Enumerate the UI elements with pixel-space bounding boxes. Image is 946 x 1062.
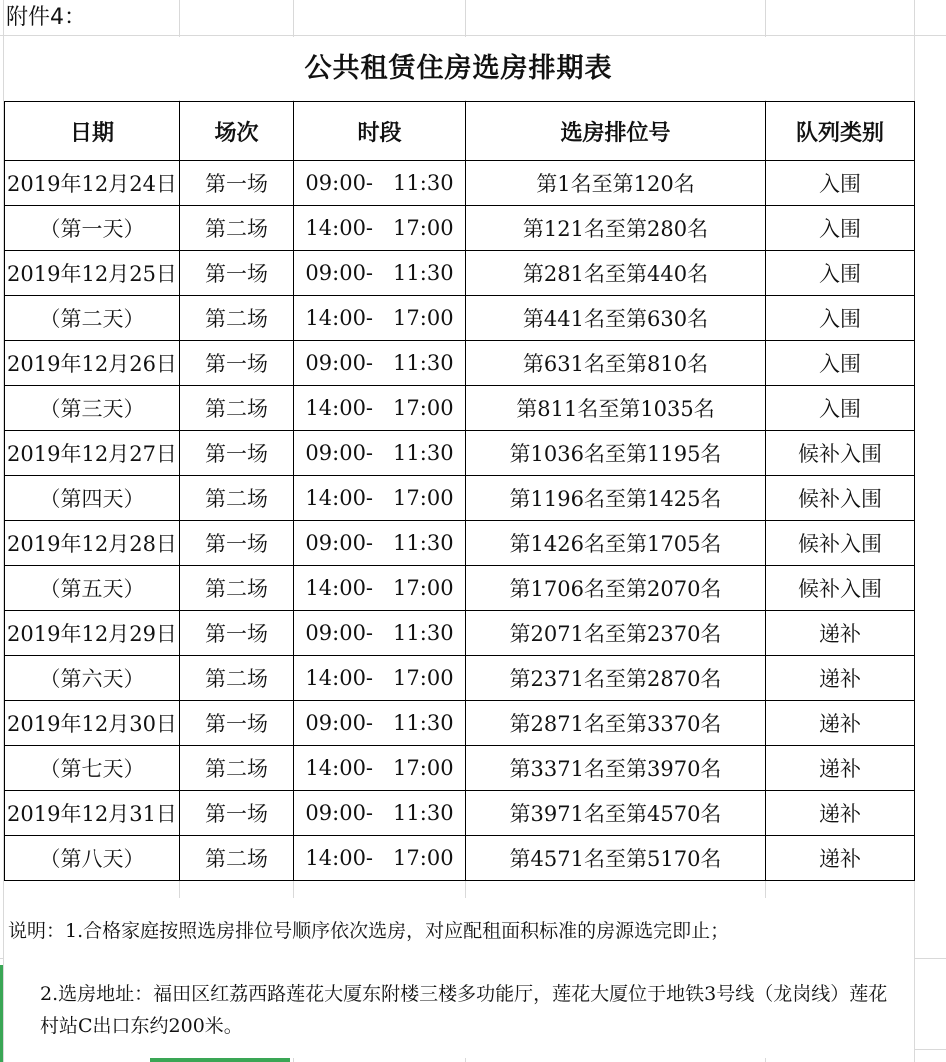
cell-session: 第二场 [180,296,294,341]
cell-rank-range: 第1426名至第1705名 [466,521,766,566]
cell-date: （第四天） [5,476,180,521]
cell-session: 第二场 [180,476,294,521]
cell-session: 第一场 [180,161,294,206]
cell-queue-type: 递补 [766,836,915,881]
cell-session: 第二场 [180,746,294,791]
header-queue-type: 队列类别 [766,102,915,161]
cell-queue-type: 递补 [766,656,915,701]
cell-date: 2019年12月25日 [5,251,180,296]
cell-rank-range: 第1196名至第1425名 [466,476,766,521]
cell-queue-type: 候补入围 [766,476,915,521]
cell-date: （第五天） [5,566,180,611]
cell-session: 第一场 [180,431,294,476]
header-rank-range: 选房排位号 [466,102,766,161]
cell-session: 第二场 [180,656,294,701]
cell-date: 2019年12月24日 [5,161,180,206]
cell-session: 第一场 [180,611,294,656]
cell-date: （第七天） [5,746,180,791]
cell-date: 2019年12月26日 [5,341,180,386]
cell-date: （第六天） [5,656,180,701]
cell-time: 14:00- 17:00 [294,476,466,521]
table-row [5,746,915,791]
table-row [5,341,915,386]
cell-rank-range: 第4571名至第5170名 [466,836,766,881]
cell-queue-type: 候补入围 [766,521,915,566]
cell-rank-range: 第631名至第810名 [466,341,766,386]
cell-time: 14:00- 17:00 [294,836,466,881]
cell-queue-type: 递补 [766,791,915,836]
table-row [5,521,915,566]
cell-rank-range: 第441名至第630名 [466,296,766,341]
cell-rank-range: 第2071名至第2370名 [466,611,766,656]
table-row [5,431,915,476]
table-header-row [5,102,915,161]
cell-session: 第一场 [180,701,294,746]
cell-session: 第二场 [180,566,294,611]
selection-edge [0,965,3,1062]
header-session: 场次 [180,102,294,161]
cell-date: （第二天） [5,296,180,341]
header-time: 时段 [294,102,466,161]
cell-rank-range: 第2371名至第2870名 [466,656,766,701]
cell-rank-range: 第3371名至第3970名 [466,746,766,791]
cell-queue-type: 递补 [766,701,915,746]
cell-time: 14:00- 17:00 [294,656,466,701]
cell-queue-type: 候补入围 [766,566,915,611]
table-row [5,611,915,656]
table-row [5,791,915,836]
table-row [5,386,915,431]
table-row [5,161,915,206]
cell-time: 14:00- 17:00 [294,566,466,611]
selection-edge [150,1058,290,1062]
cell-session: 第二场 [180,206,294,251]
cell-rank-range: 第121名至第280名 [466,206,766,251]
cell-date: 2019年12月28日 [5,521,180,566]
cell-session: 第一场 [180,791,294,836]
cell-time: 09:00- 11:30 [294,431,466,476]
cell-queue-type: 入围 [766,251,915,296]
cell-time: 14:00- 17:00 [294,746,466,791]
table-row [5,566,915,611]
cell-date: （第八天） [5,836,180,881]
table-row [5,701,915,746]
cell-queue-type: 入围 [766,386,915,431]
cell-session: 第一场 [180,341,294,386]
table-row [5,206,915,251]
table-row [5,251,915,296]
cell-queue-type: 入围 [766,296,915,341]
cell-time: 14:00- 17:00 [294,206,466,251]
cell-rank-range: 第811名至第1035名 [466,386,766,431]
cell-date: 2019年12月27日 [5,431,180,476]
schedule-table [4,101,915,881]
cell-date: 2019年12月29日 [5,611,180,656]
cell-time: 14:00- 17:00 [294,296,466,341]
cell-rank-range: 第1名至第120名 [466,161,766,206]
cell-rank-range: 第281名至第440名 [466,251,766,296]
cell-time: 14:00- 17:00 [294,386,466,431]
table-row [5,836,915,881]
page-title: 公共租赁住房选房排期表 [4,37,913,100]
table-row [5,656,915,701]
cell-time: 09:00- 11:30 [294,521,466,566]
cell-rank-range: 第3971名至第4570名 [466,791,766,836]
table-row [5,296,915,341]
cell-queue-type: 递补 [766,746,915,791]
header-date: 日期 [5,102,180,161]
cell-time: 09:00- 11:30 [294,611,466,656]
cell-queue-type: 候补入围 [766,431,915,476]
cell-rank-range: 第2871名至第3370名 [466,701,766,746]
cell-date: （第三天） [5,386,180,431]
cell-rank-range: 第1706名至第2070名 [466,566,766,611]
table-row [5,476,915,521]
cell-time: 09:00- 11:30 [294,791,466,836]
cell-session: 第一场 [180,521,294,566]
cell-session: 第二场 [180,386,294,431]
cell-time: 09:00- 11:30 [294,251,466,296]
notes-section [4,898,914,1058]
cell-session: 第一场 [180,251,294,296]
cell-rank-range: 第1036名至第1195名 [466,431,766,476]
cell-time: 09:00- 11:30 [294,701,466,746]
annex-label: 附件4： [6,4,90,32]
note-2: 2.选房地址：福田区红荔西路莲花大厦东附楼三楼多功能厅，莲花大厦位于地铁3号线（龙岗线）莲花村站C出口东约200米。 [40,983,888,1037]
cell-queue-type: 入围 [766,161,915,206]
cell-queue-type: 入围 [766,341,915,386]
cell-date: 2019年12月31日 [5,791,180,836]
cell-time: 09:00- 11:30 [294,161,466,206]
cell-queue-type: 入围 [766,206,915,251]
cell-date: （第一天） [5,206,180,251]
note-1: 说明：1.合格家庭按照选房排位号顺序依次选房，对应配租面积标准的房源选完即止； [8,920,730,942]
gridline [0,35,946,36]
cell-date: 2019年12月30日 [5,701,180,746]
cell-queue-type: 递补 [766,611,915,656]
cell-time: 09:00- 11:30 [294,341,466,386]
cell-session: 第二场 [180,836,294,881]
